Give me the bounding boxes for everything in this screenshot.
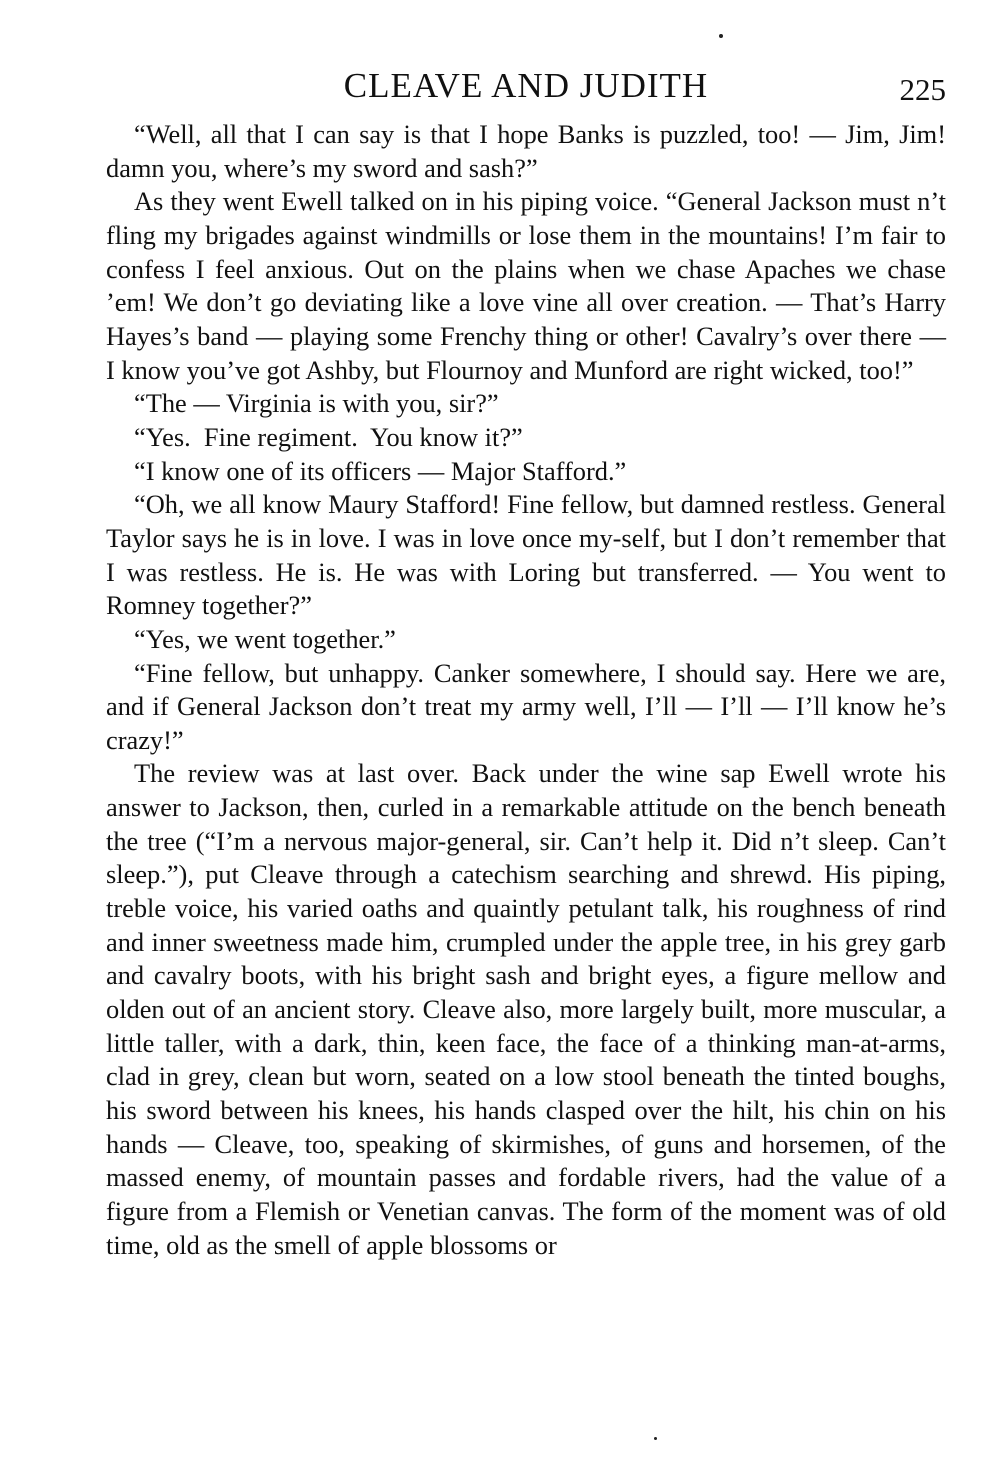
paragraph: “I know one of its officers — Major Stafford.” — [134, 455, 627, 486]
body-text — [106, 118, 946, 1262]
page-number: 225 — [899, 72, 946, 107]
paragraph: The review was at last over. Back under the wine sap Ewell wrote his answer to Jackson, then, curled in a remarkable attitude on the bench beneath the tree (“I’m a nervous major-general, sir. Can’t help it. Did n’t sleep. Can’t sleep.”), put Cleave through a catechism searching and shrewd. His piping, treble voice, his varied oaths and quaintly petulant talk, his roughness of rind and inner sweetness made him, crumpled under the apple tree, in his grey garb and cavalry boots, with his bright sash and bright eyes, a figure mellow and olden out of an ancient story. Cleave also, more largely built, more muscular, a little taller, with a dark, thin, keen face, the face of a thinking man-at-arms, clad in grey, clean but worn, seated on a low stool beneath the tinted boughs, his sword between his knees, his hands clasped over the hilt, his chin on his hands — Cleave, too, speaking of skirmishes, of guns and horsemen, of the massed enemy, of mountain passes and fordable rivers, had the value of a figure from a Flemish or Venetian canvas. The form of the moment was of old time, old as the smell of apple blossoms or — [106, 758, 946, 1260]
paragraph: “Yes. Fine regiment. You know it?” — [134, 421, 523, 452]
paragraph: “Fine fellow, but unhappy. Canker somewhere, I should say. Here we are, and if General Jackson don’t treat my army well, I’ll — I’ll — I’ll know he’s crazy!” — [106, 657, 946, 755]
running-header — [106, 66, 946, 106]
paragraph: As they went Ewell talked on in his piping voice. “General Jackson must n’t fling my brigades against windmills or lose them in the mountains! I’m fair to confess I feel anxious. Out on the plains when we chase Apaches we chase ’em! We don’t go deviating like a love vine all over creation. — That’s Harry Hayes’s band — playing some Frenchy thing or other! Cavalry’s over there — I know you’ve got Ashby, but Flournoy and Munford are right wicked, too!” — [106, 186, 946, 385]
running-title: CLEAVE AND JUDITH — [343, 66, 709, 105]
book-page — [106, 0, 946, 1481]
paragraph: “The — Virginia is with you, sir?” — [134, 388, 499, 419]
paragraph: “Oh, we all know Maury Stafford! Fine fellow, but damned restless. General Taylor says he is in love. I was in love once my-self, but I don’t remember that I was restless. He is. He was with Loring but transferred. — You went to Romney together?” — [106, 489, 946, 621]
paragraph: “Well, all that I can say is that I hope Banks is puzzled, too! — Jim, Jim! damn you, where’s my sword and sash?” — [106, 119, 946, 183]
paragraph: “Yes, we went together.” — [134, 623, 396, 654]
